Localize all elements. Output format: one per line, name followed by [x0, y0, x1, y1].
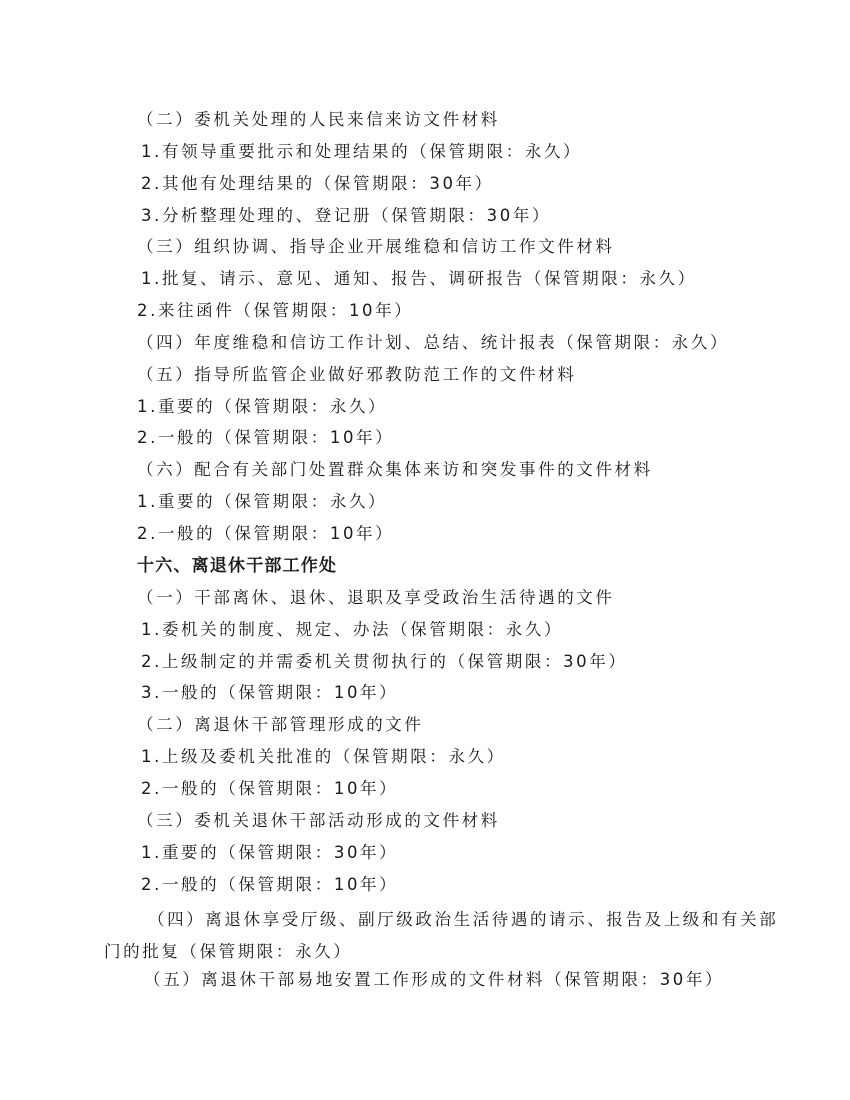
list-item: 1.批复、请示、意见、通知、报告、调研报告（保管期限：永久）	[141, 269, 697, 288]
list-item: 3.分析整理处理的、登记册（保管期限：30年）	[141, 206, 552, 225]
subsection-heading: （三）委机关退休干部活动形成的文件材料	[137, 811, 500, 830]
list-item: 3.一般的（保管期限：10年）	[141, 683, 399, 702]
subsection-heading: （二）委机关处理的人民来信来访文件材料	[137, 110, 500, 129]
list-item: 2.一般的（保管期限：10年）	[141, 779, 399, 798]
subsection-heading: （五）离退休干部易地安置工作形成的文件材料（保管期限：30年）	[144, 970, 725, 989]
subsection-heading: （二）离退休干部管理形成的文件	[137, 715, 424, 734]
list-item: 1.重要的（保管期限：30年）	[141, 843, 399, 862]
list-item: 1.委机关的制度、规定、办法（保管期限：永久）	[141, 620, 564, 639]
list-item: 1.重要的（保管期限：永久）	[137, 492, 388, 511]
list-item: 2.其他有处理结果的（保管期限：30年）	[141, 174, 494, 193]
list-item: 1.上级及委机关批准的（保管期限：永久）	[141, 747, 506, 766]
subsection-heading: （六）配合有关部门处置群众集体来访和突发事件的文件材料	[137, 460, 653, 479]
subsection-paragraph: （四）离退休享受厅级、副厅级政治生活待遇的请示、报告及上级和有关部门的批复（保管期限：永久）	[104, 910, 779, 961]
list-item: 2.来往函件（保管期限：10年）	[137, 301, 414, 320]
list-item: 2.一般的（保管期限：10年）	[137, 524, 395, 543]
list-item: 2.一般的（保管期限：10年）	[141, 875, 399, 894]
subsection-heading: （五）指导所监管企业做好邪教防范工作的文件材料	[137, 365, 577, 384]
subsection-heading: （三）组织协调、指导企业开展维稳和信访工作文件材料	[137, 237, 615, 256]
subsection-heading: （一）干部离休、退休、退职及享受政治生活待遇的文件	[137, 588, 615, 607]
list-item: 1.重要的（保管期限：永久）	[137, 397, 388, 416]
list-item: 2.上级制定的并需委机关贯彻执行的（保管期限：30年）	[141, 652, 628, 671]
list-item: 1.有领导重要批示和处理结果的（保管期限：永久）	[141, 142, 583, 161]
section-heading: 十六、离退休干部工作处	[137, 556, 338, 576]
subsection-heading: （四）年度维稳和信访工作计划、总结、统计报表（保管期限：永久）	[137, 333, 730, 352]
list-item: 2.一般的（保管期限：10年）	[137, 428, 395, 447]
